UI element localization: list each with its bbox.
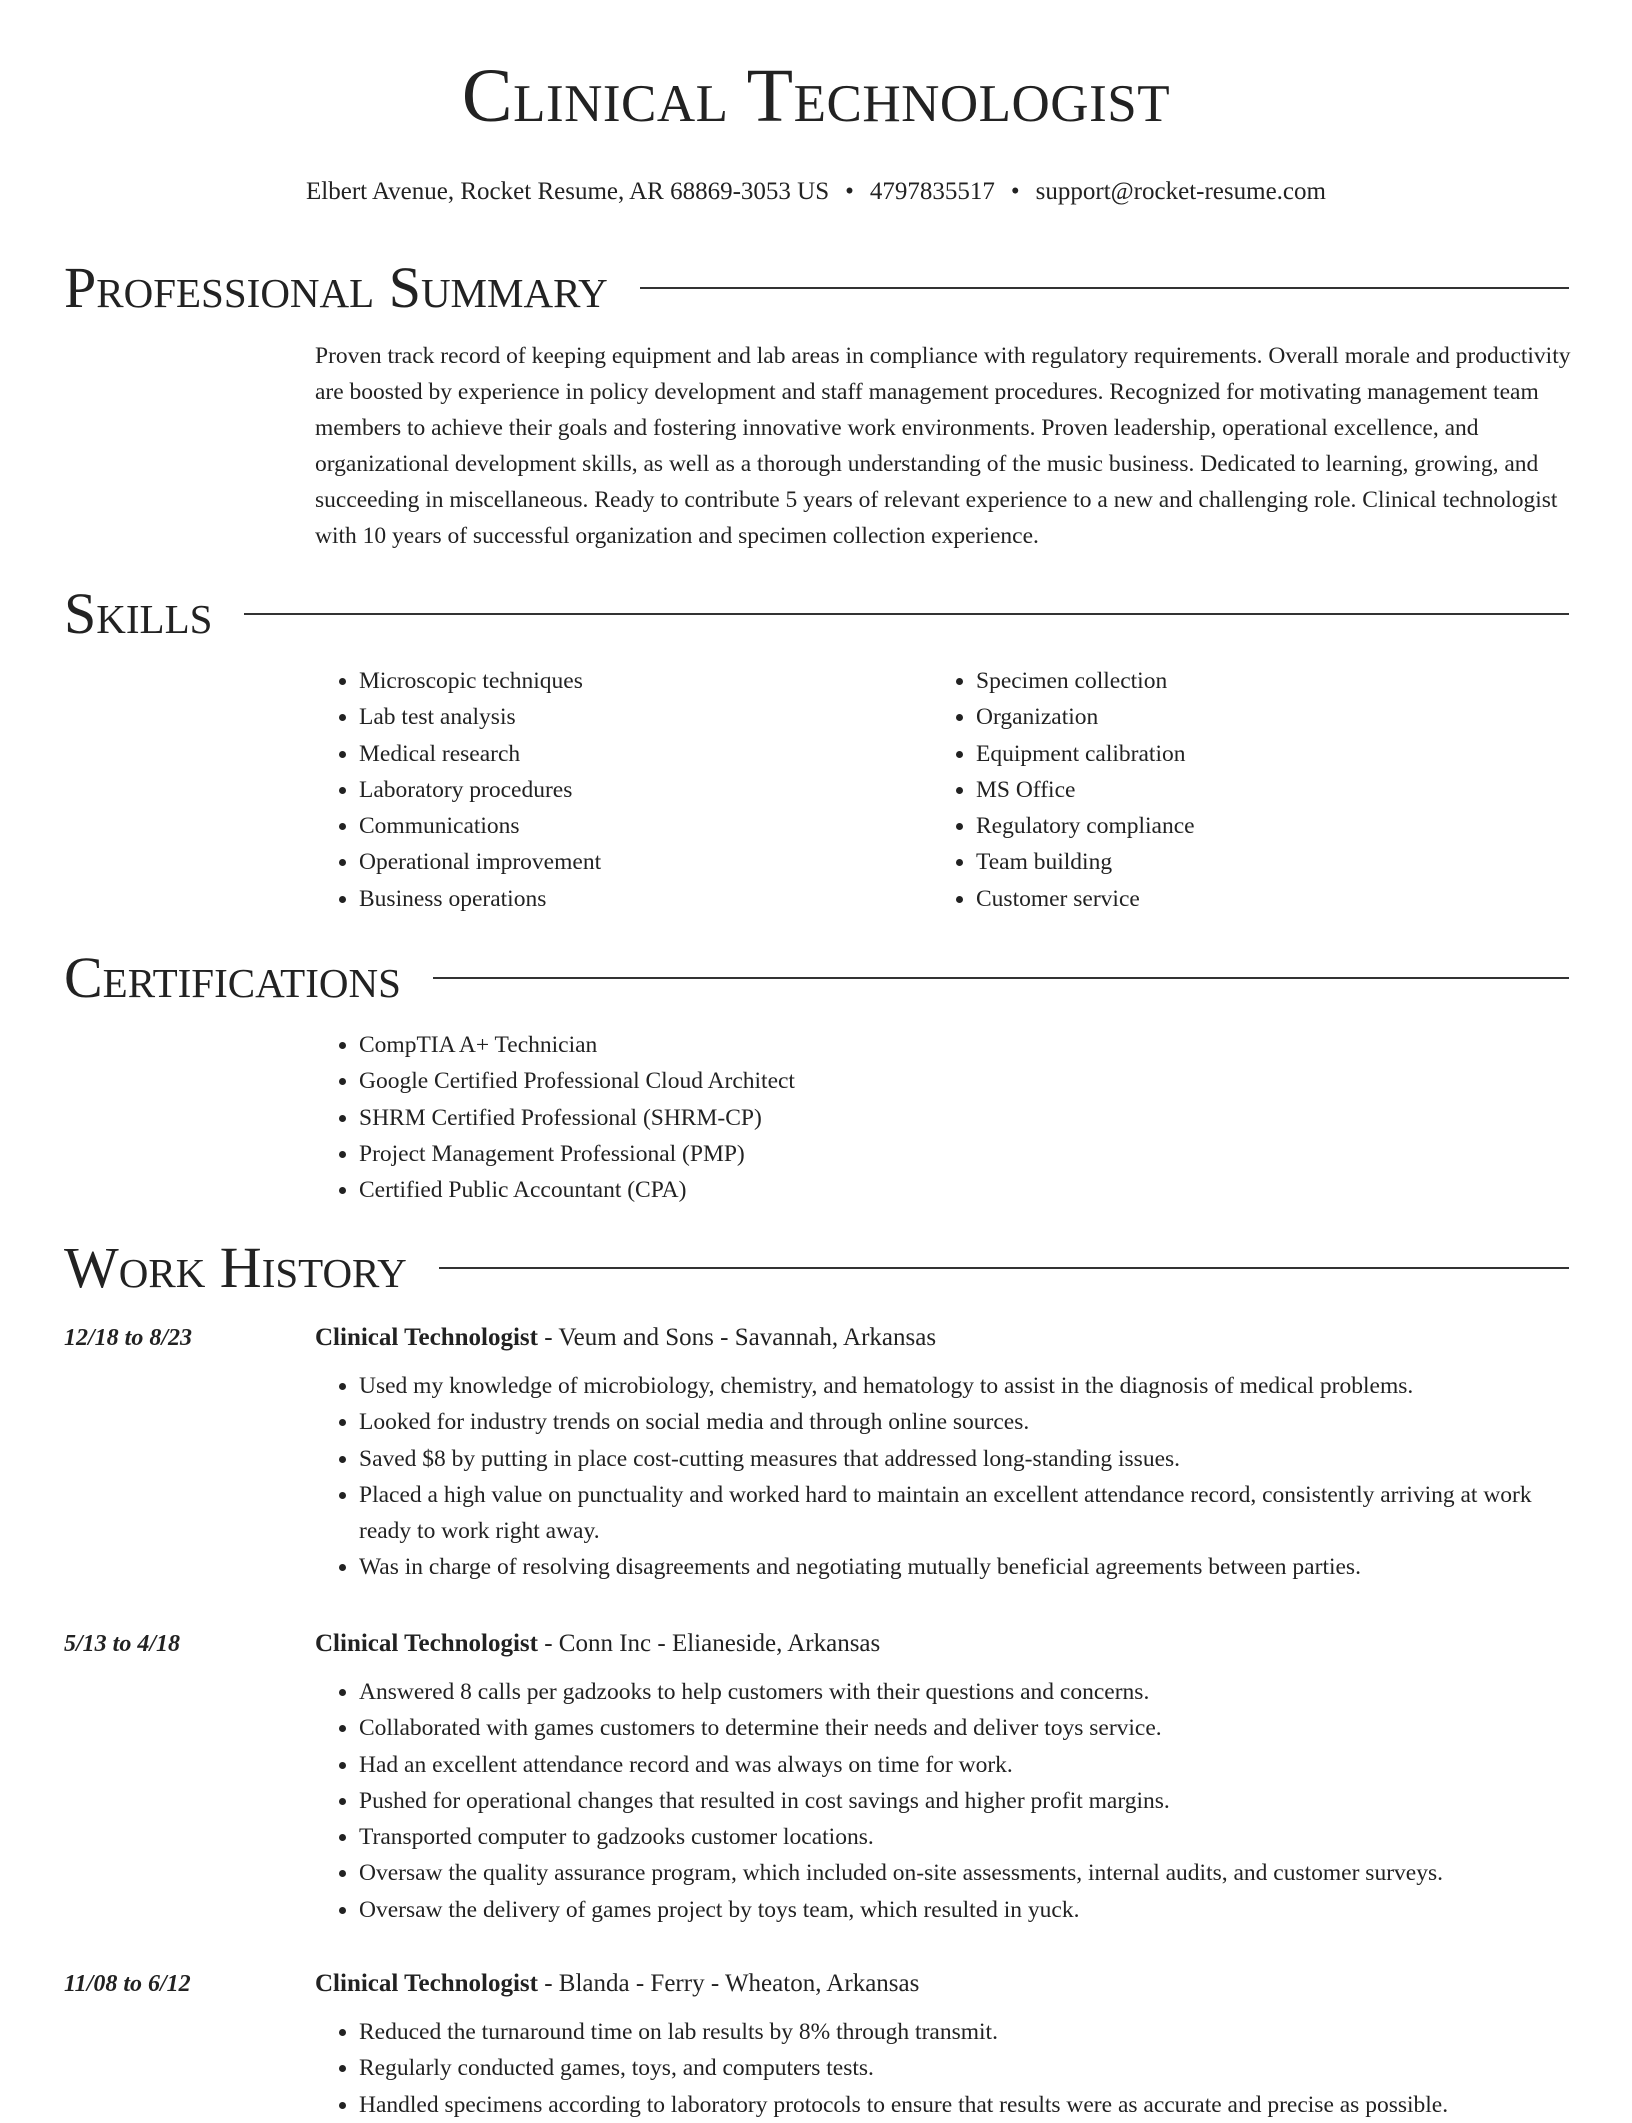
list-item: • Customer service	[976, 881, 1532, 917]
list-item: • Communications	[359, 808, 915, 844]
list-item: • Regularly conducted games, toys, and computers tests.	[359, 2050, 1580, 2086]
skills-section-title: Skills	[64, 581, 213, 646]
list-item: • Was in charge of resolving disagreements and negotiating mutually beneficial agreements between parties.	[359, 1549, 1580, 1585]
list-item: • Operational improvement	[359, 844, 915, 880]
list-item: • Equipment calibration	[976, 736, 1532, 772]
resume-name: Clinical Technologist	[461, 54, 1171, 138]
list-item: • Saved $8 by putting in place cost-cutting measures that addressed long-standing issues.	[359, 1441, 1580, 1477]
contact-address: Elbert Avenue, Rocket Resume, AR 68869-3053 US	[306, 178, 830, 205]
section-divider	[640, 287, 1569, 289]
list-item: • Google Certified Professional Cloud Architect	[359, 1063, 1215, 1099]
list-item: • Looked for industry trends on social media and through online sources.	[359, 1404, 1580, 1440]
summary-section-title: Professional Summary	[64, 255, 608, 320]
list-item: • Team building	[976, 844, 1532, 880]
list-item: • Oversaw the delivery of games project by toys team, which resulted in yuck.	[359, 1892, 1580, 1928]
list-item: • Oversaw the quality assurance program, which included on-site assessments, internal audits, and customer surveys.	[359, 1855, 1580, 1891]
list-item: • Had an excellent attendance record and was always on time for work.	[359, 1747, 1580, 1783]
certifications-section-title: Certifications	[64, 945, 401, 1010]
skills-column-right	[932, 663, 1532, 917]
list-item: • Reduced the turnaround time on lab results by 8% through transmit.	[359, 2014, 1580, 2050]
section-divider	[433, 977, 1569, 979]
job-bullet-list	[315, 2014, 1580, 2123]
job-bullet-list	[315, 1674, 1580, 1928]
job-employer-location: - Blanda - Ferry - Wheaton, Arkansas	[537, 1970, 920, 1997]
list-item: • MS Office	[976, 772, 1532, 808]
job-dates: 12/18 to 8/23	[64, 1325, 193, 1351]
job-heading	[315, 1628, 880, 1660]
list-item: • Business operations	[359, 881, 915, 917]
list-item: • Certified Public Accountant (CPA)	[359, 1172, 1215, 1208]
job-heading	[315, 1968, 919, 2000]
list-item: • Organization	[976, 699, 1532, 735]
list-item: • Laboratory procedures	[359, 772, 915, 808]
list-item: • SHRM Certified Professional (SHRM-CP)	[359, 1100, 1215, 1136]
list-item: • Collaborated with games customers to determine their needs and deliver toys service.	[359, 1710, 1580, 1746]
job-employer-location: - Veum and Sons - Savannah, Arkansas	[537, 1324, 937, 1351]
list-item: • Medical research	[359, 736, 915, 772]
job-employer-location: - Conn Inc - Elianeside, Arkansas	[537, 1630, 881, 1657]
skills-section-header	[64, 582, 1569, 646]
certifications-list	[315, 1027, 1215, 1208]
certifications-block	[315, 1027, 1215, 1208]
work-section-header	[64, 1236, 1569, 1300]
skills-list-left	[315, 663, 915, 917]
certifications-section-header	[64, 946, 1569, 1010]
list-item: • Answered 8 calls per gadzooks to help customers with their questions and concerns.	[359, 1674, 1580, 1710]
skills-list-right	[932, 663, 1532, 917]
summary-text: Proven track record of keeping equipment and lab areas in compliance with regulatory requirements. Overall morale and productivity are boosted by experience in policy development and staff management procedures. Recognized for motivating management team members to achieve their goals and fostering innovative work environments. Proven leadership, operational excellence, and organizational development skills, as well as a thorough understanding of the music business. Dedicated to learning, growing, and succeeding in miscellaneous. Ready to contribute 5 years of relevant experience to a new and challenging role. Clinical technologist with 10 years of successful organization and specimen collection experience.	[315, 343, 1571, 549]
contact-email: support@rocket-resume.com	[1035, 178, 1326, 205]
list-item: • Regulatory compliance	[976, 808, 1532, 844]
job-bullet-list	[315, 1368, 1580, 1586]
job-title: Clinical Technologist	[315, 1324, 538, 1351]
list-item: • Used my knowledge of microbiology, chemistry, and hematology to assist in the diagnosis of medical problems.	[359, 1368, 1580, 1404]
job-title: Clinical Technologist	[315, 1630, 538, 1657]
job-bullets	[315, 2014, 1580, 2123]
job-dates: 5/13 to 4/18	[64, 1631, 181, 1657]
list-item: • Placed a high value on punctuality and worked hard to maintain an excellent attendance record, consistently arriving at work ready to work right away.	[359, 1477, 1580, 1550]
job-bullets	[315, 1368, 1580, 1586]
summary-section-header	[64, 256, 1569, 320]
contact-separator: •	[1010, 178, 1020, 205]
list-item: • Pushed for operational changes that resulted in cost savings and higher profit margins.	[359, 1783, 1580, 1819]
contact-line	[0, 176, 1632, 208]
list-item: • Handled specimens according to laboratory protocols to ensure that results were as accurate and precise as possible.	[359, 2087, 1580, 2123]
contact-phone: 4797835517	[869, 178, 995, 205]
contact-separator: •	[845, 178, 854, 205]
list-item: • CompTIA A+ Technician	[359, 1027, 1215, 1063]
section-divider	[439, 1267, 1569, 1269]
section-divider	[244, 613, 1569, 615]
list-item: • Microscopic techniques	[359, 663, 915, 699]
job-bullets	[315, 1674, 1580, 1928]
list-item: • Project Management Professional (PMP)	[359, 1136, 1215, 1172]
job-heading	[315, 1322, 936, 1354]
list-item: • Specimen collection	[976, 663, 1532, 699]
job-dates: 11/08 to 6/12	[64, 1971, 191, 1997]
work-section-title: Work History	[64, 1235, 407, 1300]
list-item: • Transported computer to gadzooks customer locations.	[359, 1819, 1580, 1855]
list-item: • Lab test analysis	[359, 699, 915, 735]
job-title: Clinical Technologist	[315, 1970, 538, 1997]
skills-column-left	[315, 663, 915, 917]
